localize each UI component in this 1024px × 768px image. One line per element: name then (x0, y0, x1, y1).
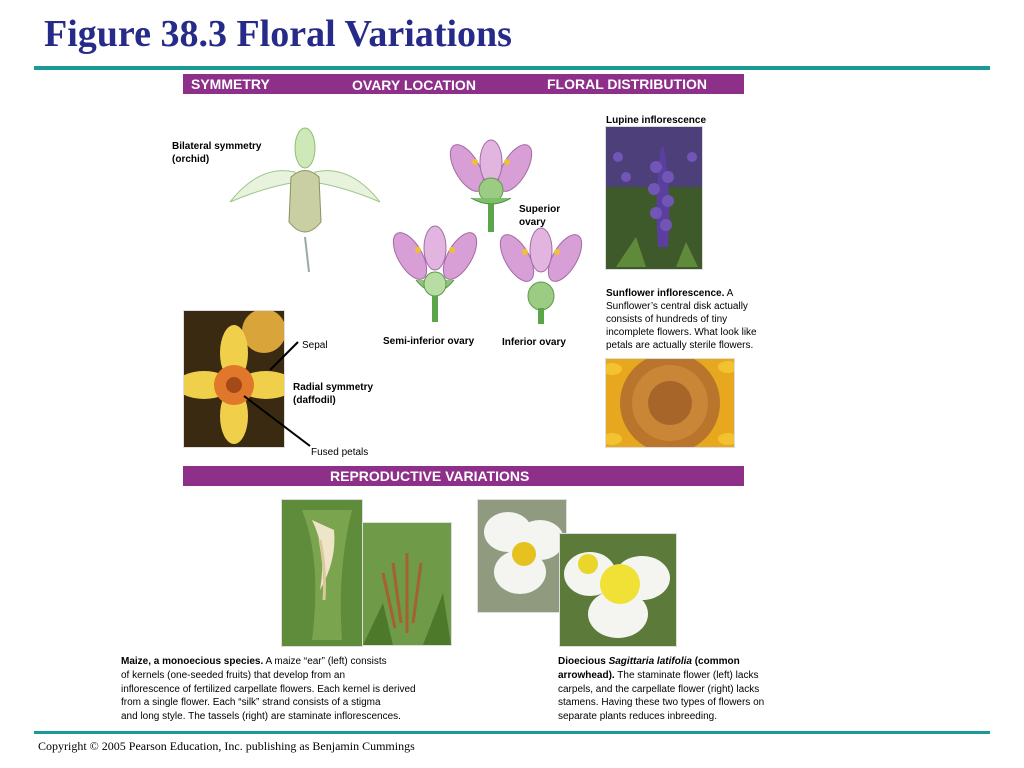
daffodil-label: Radial symmetry (daffodil) (293, 382, 374, 406)
ovary-location-header: OVARY LOCATION (352, 77, 476, 93)
orchid-label: Bilateral symmetry (orchid) (172, 141, 262, 165)
semi-inferior-ovary-diagram (388, 222, 483, 322)
semi-inferior-ovary-label: Semi-inferior ovary (383, 336, 475, 347)
reproductive-variations-header: REPRODUCTIVE VARIATIONS (330, 468, 530, 484)
floral-distribution-header: FLORAL DISTRIBUTION (547, 76, 707, 92)
footer-rule (34, 731, 990, 734)
orchid-illustration (225, 122, 385, 277)
maize-tassel-photo (362, 522, 452, 646)
staminate-flower-photo (477, 499, 567, 613)
lupine-photo (605, 126, 703, 270)
page-title: Figure 38.3 Floral Variations (44, 13, 512, 55)
symmetry-header: SYMMETRY (191, 76, 270, 92)
sepal-label: Sepal (302, 340, 328, 351)
sunflower-caption: Sunflower inflorescence. A Sunflower’s central disk actually consists of hundreds of tiny incomplete flowers. What look like petals are actually sterile flowers. (606, 288, 757, 351)
lupine-label: Lupine inflorescence (606, 115, 707, 126)
inferior-ovary-diagram (495, 226, 587, 324)
maize-ear-photo (281, 499, 363, 647)
copyright-footer: Copyright © 2005 Pearson Education, Inc. publishing as Benjamin Cummings (38, 739, 415, 753)
sunflower-photo (605, 358, 735, 448)
title-rule (34, 66, 990, 70)
maize-caption: Maize, a monoecious species. A maize “ear” (left) consists of kernels (one-seeded fruits) that develop from an inflorescence of fertilized carpellate flowers. Each kernel is derived from a single flower. Each “silk” strand consists of a stigma and long style. The tassels (right) are staminate inflorescences. (121, 656, 416, 723)
fused-petals-label: Fused petals (311, 447, 369, 458)
arrowhead-caption: Dioecious Sagittaria latifolia (common arrowhead). The staminate flower (left) lacks carpels, and the carpellate flower (right) lacks stamens. Having these two types of flowers on separate plants reduces inbreeding. (558, 656, 765, 723)
inferior-ovary-label: Inferior ovary (502, 337, 566, 348)
carpellate-flower-photo (559, 533, 677, 647)
superior-ovary-label: Superior ovary (519, 204, 561, 228)
